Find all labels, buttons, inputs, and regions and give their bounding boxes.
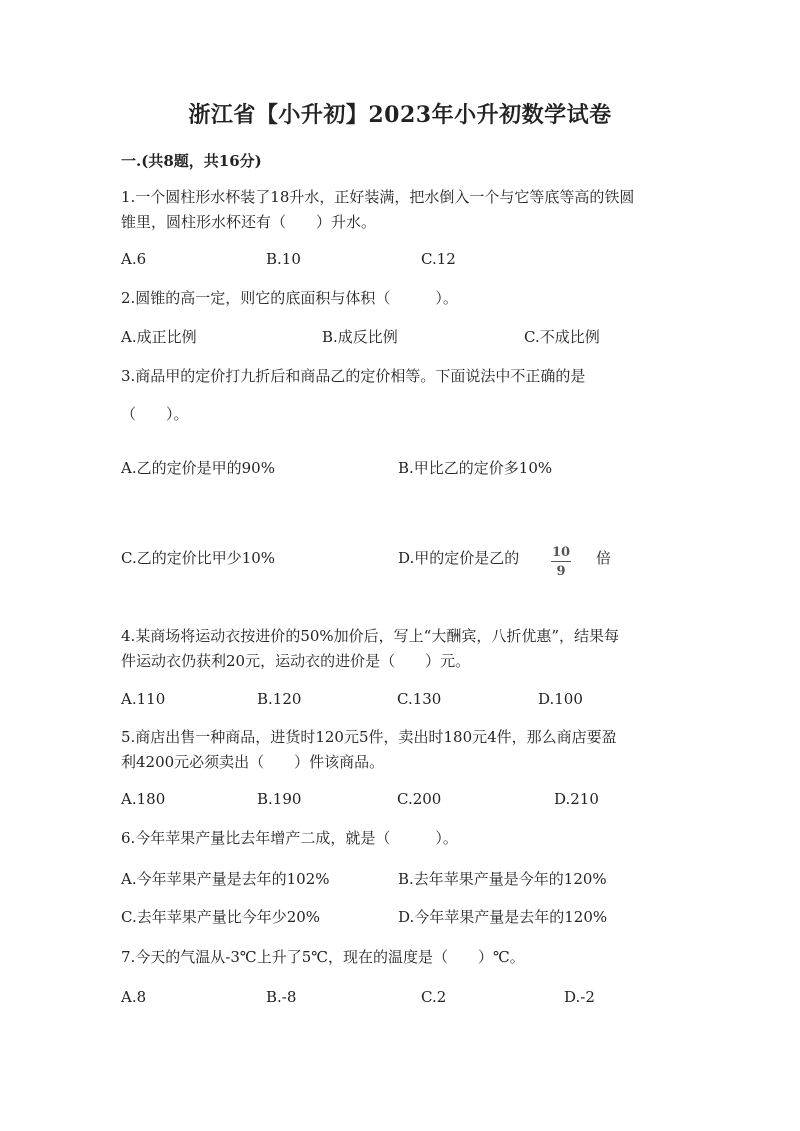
question-6-option-a[interactable]: A.今年苹果产量是去年的102% [121,870,330,888]
question-7-option-d[interactable]: D.-2 [564,988,595,1006]
question-5-line-2: 利4200元必须卖出（ ）件该商品。 [121,753,385,771]
question-3-option-b[interactable]: B.甲比乙的定价多10% [398,459,553,477]
section-heading: 一.(共8题，共16分) [121,152,262,170]
page-title: 浙江省【小升初】2023年小升初数学试卷 [188,102,612,128]
fraction-numerator: 10 [551,545,571,560]
question-5-option-d[interactable]: D.210 [554,790,599,808]
question-3-option-d[interactable]: D.甲的定价是乙的 [398,549,520,567]
question-3-option-d-suffix: 倍 [596,549,612,567]
question-7-option-b[interactable]: B.-8 [266,988,297,1006]
question-2-option-b[interactable]: B.成反比例 [322,328,398,346]
question-3-option-a[interactable]: A.乙的定价是甲的90% [121,459,275,477]
question-3-text: 3.商品甲的定价打九折后和商品乙的定价相等。下面说法中不正确的是 [121,367,586,385]
question-6-text: 6.今年苹果产量比去年增产二成，就是（ ）。 [121,829,458,847]
question-3-option-c[interactable]: C.乙的定价比甲少10% [121,549,276,567]
question-1-line-1: 1.一个圆柱形水杯装了18升水，正好装满，把水倒入一个与它等底等高的铁圆 [121,188,635,206]
question-2-option-a[interactable]: A.成正比例 [121,328,197,346]
question-4-line-2: 件运动衣仍获利20元，运动衣的进价是（ ）元。 [121,652,471,670]
question-5-option-b[interactable]: B.190 [257,790,302,808]
question-6-option-b[interactable]: B.去年苹果产量是今年的120% [398,870,607,888]
question-4-option-b[interactable]: B.120 [257,690,302,708]
question-5-option-a[interactable]: A.180 [121,790,166,808]
question-6-option-c[interactable]: C.去年苹果产量比今年少20% [121,908,321,926]
question-6-option-d[interactable]: D.今年苹果产量是去年的120% [398,908,608,926]
question-5-line-1: 5.商店出售一种商品，进货时120元5件，卖出时180元4件，那么商店要盈 [121,728,617,746]
question-3-blank: （ ）。 [121,405,189,423]
question-5 [121,725,691,775]
question-4-line-1: 4.某商场将运动衣按进价的50%加价后，写上“大酬宾，八折优惠”，结果每 [121,627,619,645]
question-3 [121,364,691,389]
question-4-option-a[interactable]: A.110 [121,690,166,708]
question-1-line-2: 锥里，圆柱形水杯还有（ ）升水。 [121,213,377,231]
fraction-denominator: 9 [556,564,566,579]
question-7-text: 7.今天的气温从-3℃上升了5℃，现在的温度是（ ）℃。 [121,948,525,966]
question-5-option-c[interactable]: C.200 [397,790,442,808]
question-1-option-b[interactable]: B.10 [266,250,301,268]
question-2-option-c[interactable]: C.不成比例 [524,328,600,346]
question-7-option-a[interactable]: A.8 [121,988,147,1006]
question-4 [121,624,691,674]
question-2 [121,286,691,311]
fraction-ten-ninths [551,545,571,579]
question-6 [121,826,691,851]
question-1-option-a[interactable]: A.6 [121,250,147,268]
question-2-text: 2.圆锥的高一定，则它的底面积与体积（ ）。 [121,289,458,307]
question-4-option-c[interactable]: C.130 [397,690,442,708]
question-1-option-c[interactable]: C.12 [421,250,456,268]
fraction-bar [551,561,571,562]
question-4-option-d[interactable]: D.100 [538,690,583,708]
question-7-option-c[interactable]: C.2 [421,988,447,1006]
question-7 [121,945,691,970]
question-1 [121,185,691,235]
